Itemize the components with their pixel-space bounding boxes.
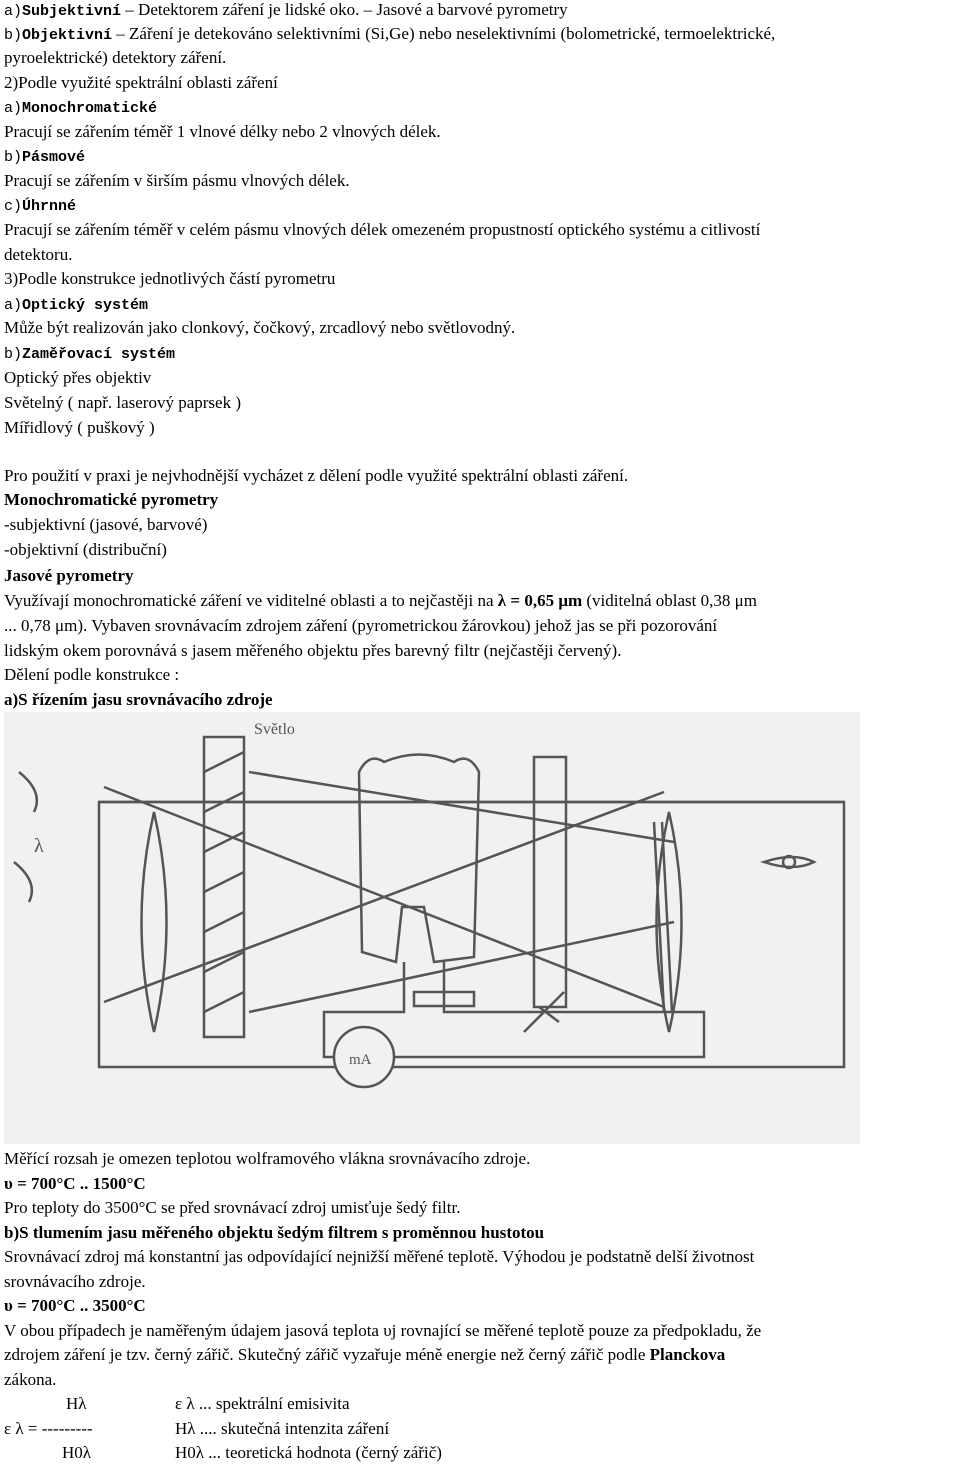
text-line: Měřící rozsah je omezen teplotou wolframového vlákna srovnávacího zdroje. xyxy=(4,1149,531,1168)
formula: υ = 700°C .. 3500°C xyxy=(4,1296,146,1315)
text-line: lidským okem porovnává s jasem měřeného objektu přes barevný filtr (nejčastěji červený). xyxy=(4,641,622,660)
formula-numerator: Hλ xyxy=(66,1394,87,1413)
formula-fraction: ε λ = --------- xyxy=(4,1419,93,1438)
text-line: b)Objektivní – Záření je detekováno selektivními (Si,Ge) nebo neselektivními (bolometrické, termoelektrické, xyxy=(4,24,776,44)
text-line: V obou případech je naměřeným údajem jasová teplota υj rovnající se měřené teplotě pouze za předpokladu, že xyxy=(4,1321,762,1340)
text-line: Pracují se zářením téměř v celém pásmu vlnových délek omezeném propustností optického systému a citlivostí xyxy=(4,220,761,239)
text-line: 3)Podle konstrukce jednotlivých částí pyrometru xyxy=(4,269,336,288)
text-line: detektoru. xyxy=(4,245,73,264)
heading: b)Pásmové xyxy=(4,149,86,166)
text-line: srovnávacího zdroje. xyxy=(4,1272,146,1291)
text-line: -objektivní (distribuční) xyxy=(4,540,167,559)
meter-label: mA xyxy=(349,1052,372,1068)
text-line: Srovnávací zdroj má konstantní jas odpovídající nejnižší měřené teplotě. Výhodou je podstatně delší životnost xyxy=(4,1247,755,1266)
text-line: Pracují se zářením v širším pásmu vlnových délek. xyxy=(4,171,350,190)
text-line: Využívají monochromatické záření ve viditelné oblasti a to nejčastěji na λ = 0,65 μm (viditelná oblast 0,38 μm xyxy=(4,591,757,610)
heading: b)Zaměřovací systém xyxy=(4,346,176,363)
text-line: pyroelektrické) detektory záření. xyxy=(4,48,227,67)
filter-label: Světlo xyxy=(254,721,295,738)
heading: a)Optický systém xyxy=(4,297,149,314)
text-line: zdrojem záření je tzv. černý zářič. Skutečný zářič vyzařuje méně energie než černý zářič podle Planckova xyxy=(4,1345,726,1364)
pyrometer-diagram xyxy=(4,712,860,1144)
text-line: Mířidlový ( puškový ) xyxy=(4,418,155,437)
lambda-label: λ xyxy=(34,835,44,857)
formula: υ = 700°C .. 1500°C xyxy=(4,1174,146,1193)
text-line: Může být realizován jako clonkový, čočkový, zrcadlový nebo světlovodný. xyxy=(4,318,516,337)
formula-legend: H0λ ... teoretická hodnota (černý zářič) xyxy=(175,1443,442,1462)
text-line: -subjektivní (jasové, barvové) xyxy=(4,515,208,534)
text-line: a)Subjektivní – Detektorem záření je lidské oko. – Jasové a barvové pyrometry xyxy=(4,0,568,20)
text-line: Pro použití v praxi je nejvhodnější vycházet z dělení podle využité spektrální oblasti záření. xyxy=(4,466,629,485)
heading: Jasové pyrometry xyxy=(4,566,134,585)
text-line: zákona. xyxy=(4,1370,57,1389)
text-line: Pro teploty do 3500°C se před srovnávací zdroj umisťuje šedý filtr. xyxy=(4,1198,461,1217)
heading: a)S řízením jasu srovnávacího zdroje xyxy=(4,690,273,709)
heading: a)Monochromatické xyxy=(4,100,158,117)
heading: Monochromatické pyrometry xyxy=(4,490,219,509)
text-line: Optický přes objektiv xyxy=(4,368,152,387)
text-line: ... 0,78 μm). Vybaven srovnávacím zdrojem záření (pyrometrickou žárovkou) jehož jas se při pozorování xyxy=(4,616,718,635)
text-line: Světelný ( např. laserový paprsek ) xyxy=(4,393,241,412)
text-line: 2)Podle využité spektrální oblasti záření xyxy=(4,73,278,92)
heading: c)Úhrnné xyxy=(4,198,77,215)
formula-legend: ε λ ... spektrální emisivita xyxy=(175,1394,350,1413)
text-line: Dělení podle konstrukce : xyxy=(4,665,180,684)
heading: b)S tlumením jasu měřeného objektu šedým filtrem s proměnnou hustotou xyxy=(4,1223,545,1242)
formula-legend: Hλ .... skutečná intenzita záření xyxy=(175,1419,390,1438)
formula-denominator: H0λ xyxy=(62,1443,92,1462)
text-line: Pracují se zářením téměř 1 vlnové délky nebo 2 vlnových délek. xyxy=(4,122,441,141)
